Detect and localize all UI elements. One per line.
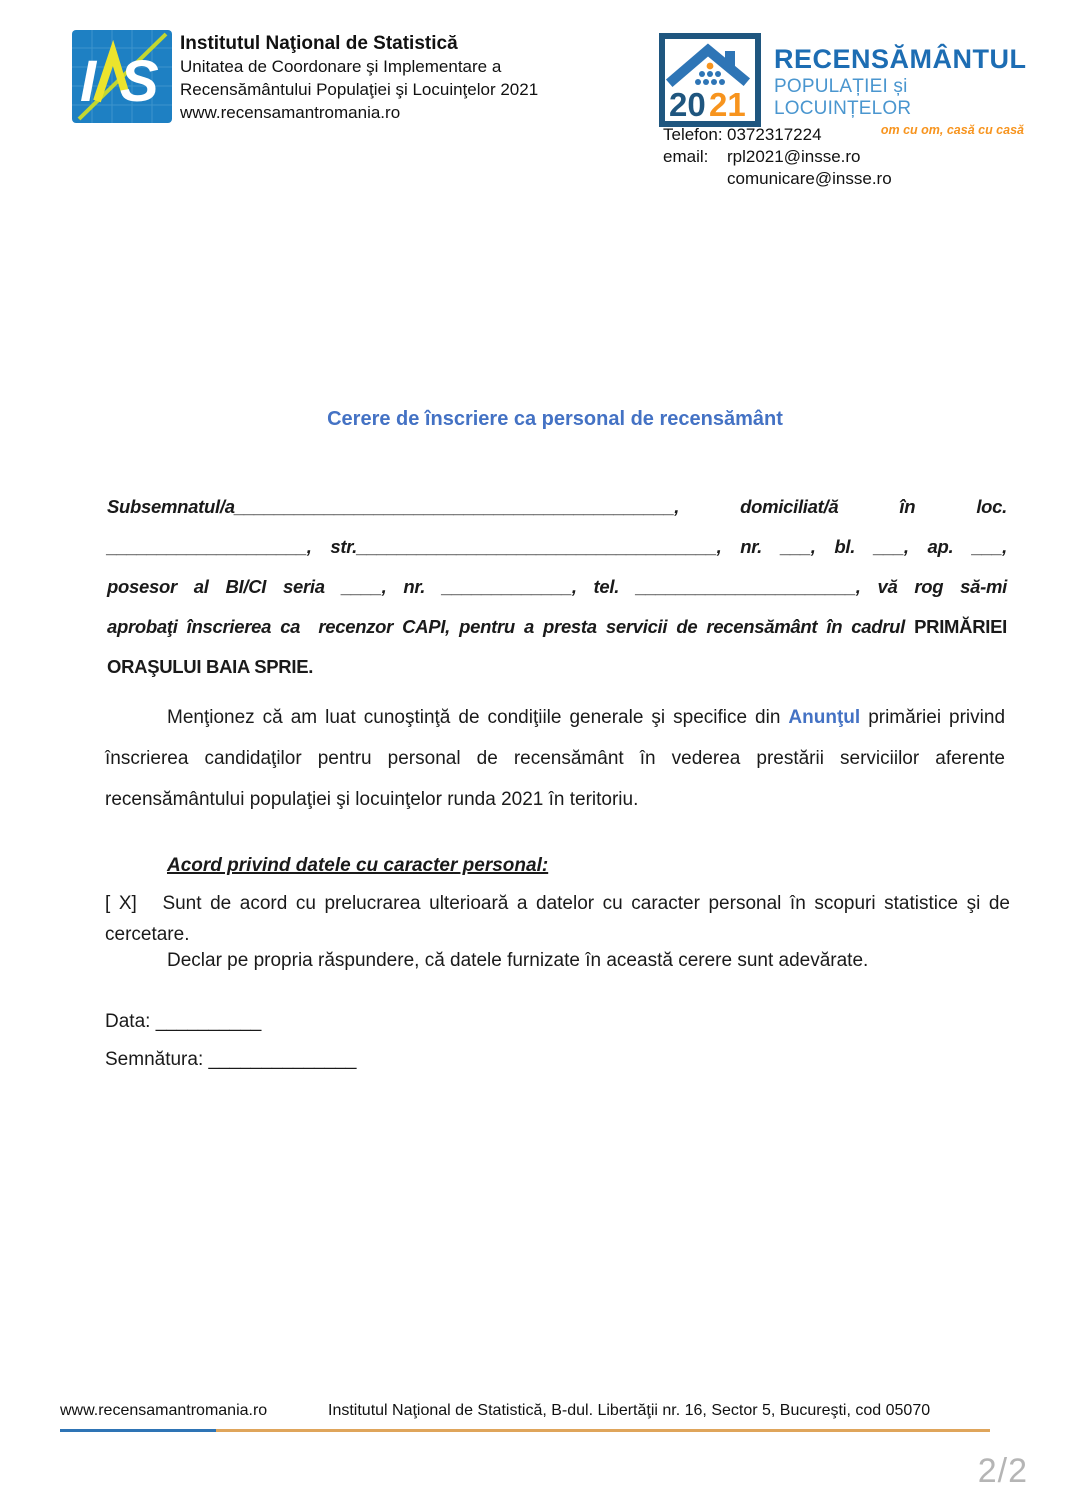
signature-field: Semnătura: ______________ <box>105 1049 357 1070</box>
text-segment: PRIMĂRIEI <box>914 616 1007 637</box>
census-2021-logo <box>658 32 762 133</box>
page-number-indicator: 2/2 <box>977 1452 1028 1490</box>
email-address-1: rpl2021@insse.ro <box>727 147 861 166</box>
svg-text:21: 21 <box>709 86 746 123</box>
document-title: Cerere de înscriere ca personal de recensământ <box>327 408 783 430</box>
census-brand-tagline: om cu om, casă cu casă <box>880 123 1024 137</box>
institute-website-link[interactable]: www.recensamantromania.ro <box>180 103 401 122</box>
notice-paragraph <box>105 697 1005 820</box>
date-field: Data: __________ <box>105 1011 262 1032</box>
institute-name: Institutul Naţional de Statistică <box>180 33 458 54</box>
ins-logo <box>72 30 172 128</box>
form-line <box>107 607 1007 647</box>
footer-website-link[interactable]: www.recensamantromania.ro <box>60 1402 268 1419</box>
declaration-line: Declar pe propria răspundere, că datele furnizate în această cerere sunt adevărate. <box>167 950 869 971</box>
form-line <box>107 527 1007 567</box>
census-brand-subtitle: POPULAȚIEI și LOCUINȚELOR <box>774 76 912 119</box>
institute-unit-line1: Unitatea de Coordonare şi Implementare a <box>180 57 502 76</box>
contact-email2-row <box>663 168 892 190</box>
text-segment: posesor al BI/CI seria ____, nr. _____________, tel. ______________________, vă rog să-mi <box>107 576 1007 597</box>
institute-header-block <box>180 32 538 124</box>
text-segment: Menţionez că am luat cunoştinţă de condiţiile generale şi specifice din <box>167 707 789 728</box>
census-brand-title: RECENSĂMÂNTUL <box>774 44 1027 74</box>
form-line <box>107 567 1007 607</box>
svg-text:S: S <box>120 49 159 114</box>
phone-label: Telefon: <box>663 125 723 144</box>
svg-text:20: 20 <box>669 86 706 123</box>
institute-unit-line2: Recensământului Populaţiei şi Locuinţelor 2021 <box>180 80 539 99</box>
footer-divider <box>60 1429 990 1432</box>
email-address-2: comunicare@insse.ro <box>727 169 892 188</box>
ins-statistics-logo-icon <box>72 30 172 123</box>
phone-number: 0372317224 <box>727 125 822 144</box>
text-segment: Subsemnatul/a____________________________________________, domiciliat/ă în loc. <box>107 496 1007 517</box>
text-segment: ORAŞULUI BAIA SPRIE. <box>107 656 314 677</box>
footer-institute-address: Institutul Naţional de Statistică, B-dul. Libertăţii nr. 16, Sector 5, Bucureşti, cod 05070 <box>328 1402 931 1419</box>
contact-phone-row <box>663 124 892 146</box>
svg-text:I: I <box>80 49 97 114</box>
consent-section-heading: Acord privind datele cu caracter personal: <box>167 855 549 876</box>
application-form-paragraph <box>107 487 1007 687</box>
text-segment: ____________________, str.____________________________________, nr. ___, bl. ___, ap. ___, <box>107 536 1007 557</box>
footer-divider-blue-segment <box>60 1429 216 1432</box>
email-label-spacer <box>663 168 727 190</box>
anunt-link[interactable]: Anunţul <box>788 707 861 728</box>
email-label: email: <box>663 147 709 166</box>
contact-block <box>663 124 892 190</box>
census-2021-house-logo-icon <box>658 32 762 128</box>
contact-email-row <box>663 146 892 168</box>
text-segment: primăriei privind înscrierea candidaţilor pentru personal de recensământ în vederea prestării serviciilor aferente recensământului populaţiei şi locuinţelor runda 2021 în teritoriu. <box>105 707 1006 810</box>
form-line <box>107 487 1007 527</box>
consent-checkbox-line: [ X] Sunt de acord cu prelucrarea ulterioară a datelor cu caracter personal în scopuri statistice şi de cercetare. <box>105 893 1010 945</box>
text-segment: aprobaţi înscrierea ca recenzor CAPI, pentru a presta servicii de recensământ în cadrul <box>107 616 915 637</box>
form-line <box>107 647 1007 687</box>
